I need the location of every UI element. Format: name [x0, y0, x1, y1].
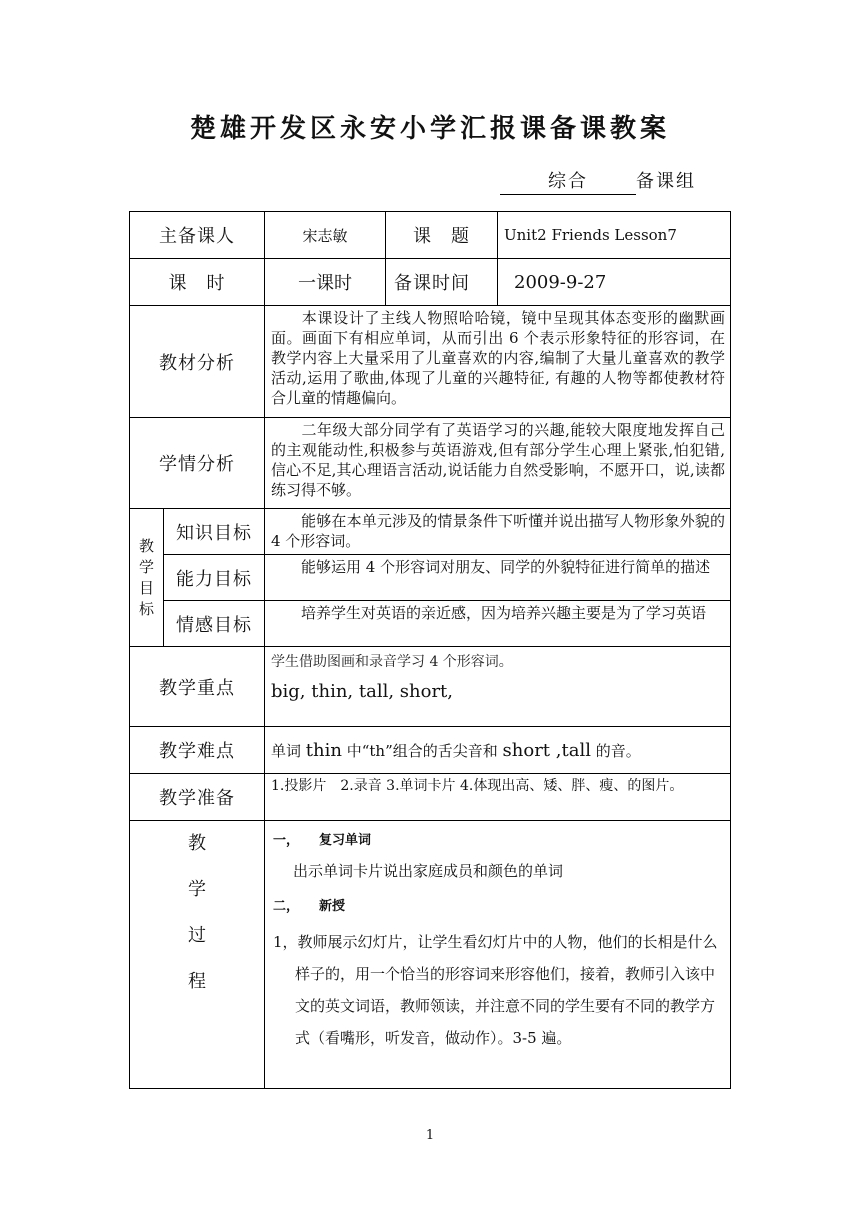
process-char-1: 教	[188, 833, 206, 854]
label-date: 备课时间	[386, 259, 498, 306]
key-points-words: big, thin, tall, short,	[271, 681, 454, 702]
ability-goal-text: 能够运用 4 个形容词对朋友、同学的外貌特征进行简单的描述	[265, 555, 731, 601]
label-emotion-goal: 情感目标	[164, 601, 265, 647]
document-title: 楚雄开发区永安小学汇报课备课教案	[189, 114, 670, 144]
goals-char-4: 标	[138, 599, 154, 618]
key-points-line1: 学生借助图画和录音学习 4 个形容词。	[271, 654, 513, 670]
process-section-1-heading: 一， 复习单词	[273, 833, 372, 848]
label-key-points: 教学重点	[130, 647, 265, 727]
label-period: 课 时	[130, 259, 265, 306]
process-content	[265, 821, 731, 1089]
label-preparation: 教学准备	[130, 774, 265, 821]
row-process	[130, 821, 731, 1089]
knowledge-goal-text: 能够在本单元涉及的情景条件下听懂并说出描写人物形象外貌的 4 个形容词。	[265, 509, 731, 555]
students-text: 二年级大部分同学有了英语学习的兴趣,能较大限度地发挥自己的主观能动性,积极参与英语游戏,但有部分学生心理上紧张,怕犯错,信心不足,其心理语言活动,说话能力自然受影响，不愿开口，说,读都练习得不够。	[265, 418, 731, 509]
period-value: 一课时	[265, 259, 386, 306]
row-goal-knowledge	[130, 509, 731, 555]
process-char-3: 过	[188, 925, 206, 946]
lesson-plan-table	[129, 211, 731, 1089]
topic-value: Unit2 Friends Lesson7	[498, 212, 731, 259]
label-difficulty: 教学难点	[130, 727, 265, 774]
page-number: 1	[425, 1128, 435, 1143]
preparation-text: 1.投影片 2.录音 3.单词卡片 4.体现出高、矮、胖、瘦、的图片。	[265, 774, 731, 821]
process-section-1-text: 出示单词卡片说出家庭成员和颜色的单词	[293, 862, 564, 880]
row-period	[130, 259, 731, 306]
row-teacher	[130, 212, 731, 259]
emotion-goal-text: 培养学生对英语的亲近感，因为培养兴趣主要是为了学习英语	[265, 601, 731, 647]
row-goal-emotion	[130, 601, 731, 647]
process-char-2: 学	[188, 879, 206, 900]
group-name: 综合	[500, 167, 636, 195]
label-students: 学情分析	[130, 418, 265, 509]
goals-char-2: 学	[138, 557, 154, 576]
process-section-2-heading: 二， 新授	[273, 899, 346, 914]
process-char-4: 程	[188, 971, 206, 992]
group-suffix: 备课组	[636, 171, 696, 192]
label-material: 教材分析	[130, 306, 265, 418]
process-item-1: 1，教师展示幻灯片，让学生看幻灯片中的人物，他们的长相是什么样子的，用一个恰当的形容词来形容他们，接着，教师引入该中文的英文词语，教师领读，并注意不同的学生要有不同的教学方式（看嘴形，听发音，做动作）。3-5 遍。	[273, 933, 718, 1047]
label-knowledge-goal: 知识目标	[164, 509, 265, 555]
row-preparation	[130, 774, 731, 821]
row-material	[130, 306, 731, 418]
label-ability-goal: 能力目标	[164, 555, 265, 601]
row-goal-ability	[130, 555, 731, 601]
difficulty-text: 单词 thin 中“th”组合的舌尖音和 short ,tall 的音。	[265, 727, 731, 774]
key-points-cell	[265, 647, 731, 727]
goals-char-3: 目	[138, 578, 154, 597]
date-value: 2009-9-27	[498, 259, 731, 306]
label-topic: 课 题	[386, 212, 498, 259]
row-key-points	[130, 647, 731, 727]
label-process	[130, 821, 265, 1089]
material-text: 本课设计了主线人物照哈哈镜，镜中呈现其体态变形的幽默画面。画面下有相应单词，从而引出 6 个表示形象特征的形容词，在教学内容上大量采用了儿童喜欢的内容,编制了大量儿童喜欢的教学活动,运用了歌曲,体现了儿童的兴趣特征, 有趣的人物等都使教材符合儿童的情趣偏向。	[265, 306, 731, 418]
teacher-name: 宋志敏	[265, 212, 386, 259]
goals-group-label	[130, 509, 164, 647]
prep-group	[500, 167, 696, 195]
label-teacher: 主备课人	[130, 212, 265, 259]
row-difficulty	[130, 727, 731, 774]
row-students	[130, 418, 731, 509]
goals-char-1: 教	[138, 536, 154, 555]
